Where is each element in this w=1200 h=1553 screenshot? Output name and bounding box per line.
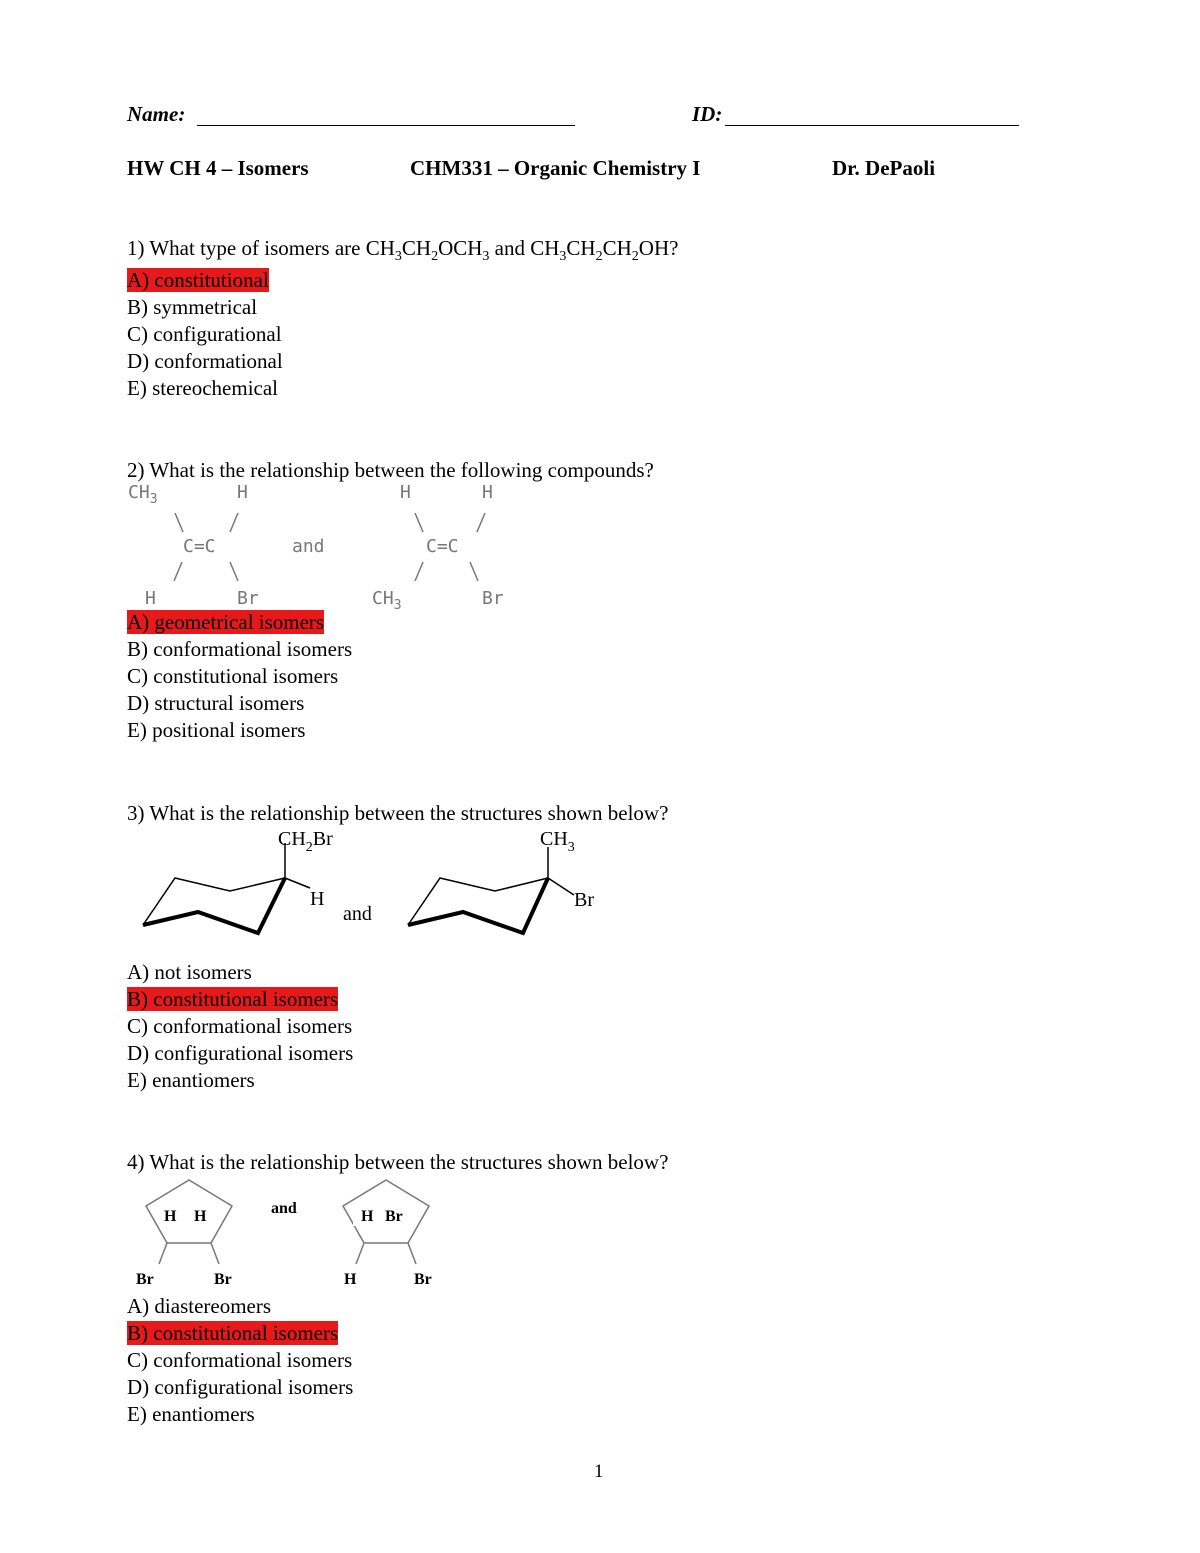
q3-option-d[interactable]: D) configurational isomers (127, 1041, 354, 1065)
q3-option-a[interactable]: A) not isomers (127, 960, 252, 984)
q4-option-b-answer[interactable]: B) constitutional isomers (127, 1321, 339, 1345)
q4-option-d[interactable]: D) configurational isomers (127, 1375, 354, 1399)
id-field-line[interactable] (725, 125, 1019, 126)
bond-line (230, 513, 238, 532)
q4-left-h1: H (164, 1208, 177, 1225)
instructor: Dr. DePaoli (832, 156, 936, 180)
question-3-options (127, 959, 353, 1094)
bond-line (477, 513, 485, 532)
q3-option-c[interactable]: C) conformational isomers (127, 1014, 353, 1038)
q3-option-b-answer[interactable]: B) constitutional isomers (127, 987, 339, 1011)
question-3-text: 3) What is the relationship between the structures shown below? (127, 801, 669, 825)
bond-line (175, 513, 183, 532)
q2-c1-h-top: H (237, 482, 248, 503)
q3-option-e[interactable]: E) enantiomers (127, 1068, 255, 1092)
q4-left-h2: H (194, 1208, 207, 1225)
q2-c2-h-left: H (400, 482, 411, 503)
q2-c1-bond: C=C (183, 536, 216, 557)
q2-c2-bond: C=C (426, 536, 459, 557)
question-4-text: 4) What is the relationship between the structures shown below? (127, 1150, 669, 1174)
q2-option-c[interactable]: C) constitutional isomers (127, 664, 339, 688)
q4-option-e[interactable]: E) enantiomers (127, 1402, 255, 1426)
equatorial-bond (548, 878, 574, 895)
bond-line (230, 562, 238, 581)
name-label: Name: (127, 102, 186, 126)
q4-right-br-out: Br (414, 1271, 432, 1288)
q2-option-e[interactable]: E) positional isomers (127, 718, 306, 742)
page-number: 1 (594, 1461, 604, 1482)
bond-line (174, 562, 182, 581)
question-2-options (127, 609, 352, 744)
question-1-options (127, 267, 283, 402)
course-title: CHM331 – Organic Chemistry I (410, 156, 701, 180)
q2-c2-ch3: $CH_3$ (372, 588, 402, 610)
equatorial-bond (285, 878, 310, 888)
q1-option-a-answer[interactable]: A) constitutional (127, 268, 269, 292)
q3-right-br: Br (574, 889, 594, 911)
q2-c2-br: Br (482, 588, 504, 609)
q3-left-ch2br: $CH_2Br$ (278, 828, 333, 855)
q4-option-c[interactable]: C) conformational isomers (127, 1348, 353, 1372)
q2-option-a-answer[interactable]: A) geometrical isomers (127, 610, 325, 634)
hw-title: HW CH 4 – Isomers (127, 156, 309, 180)
id-label: ID: (692, 102, 723, 126)
q4-option-a[interactable]: A) diastereomers (127, 1294, 272, 1318)
q4-right-h: H (361, 1208, 374, 1225)
q3-right-ch3: $CH_3$ (540, 828, 575, 855)
q4-left-br2: Br (214, 1271, 232, 1288)
name-field-line[interactable] (197, 125, 575, 126)
q4-cyclopentane-figure (128, 1172, 448, 1290)
q2-and: and (292, 536, 325, 557)
q4-right-br: Br (385, 1208, 403, 1225)
q2-option-b[interactable]: B) conformational isomers (127, 637, 353, 661)
q1-option-e[interactable]: E) stereochemical (127, 376, 278, 400)
q3-and: and (343, 903, 372, 925)
q1-option-c[interactable]: C) configurational (127, 322, 282, 346)
question-2-text: 2) What is the relationship between the following compounds? (127, 458, 654, 482)
q2-c1-br: Br (237, 588, 259, 609)
q1-option-b[interactable]: B) symmetrical (127, 295, 258, 319)
q2-c1-h-bottom: H (145, 588, 156, 609)
bond-line (408, 1243, 416, 1264)
q2-alkene-figure (120, 480, 540, 610)
q2-option-d[interactable]: D) structural isomers (127, 691, 305, 715)
q2-c2-h-right: H (482, 482, 493, 503)
q4-left-br1: Br (136, 1271, 154, 1288)
q3-left-h: H (310, 888, 325, 910)
q2-c1-ch3: $CH_3$ (128, 482, 158, 507)
bond-line (159, 1243, 167, 1264)
bond-line (415, 562, 423, 581)
q4-and: and (271, 1200, 297, 1217)
q3-cyclohexane-figure (130, 825, 610, 943)
bond-line (470, 562, 478, 581)
bond-line (415, 513, 423, 532)
bond-line (211, 1243, 219, 1264)
q1-option-d[interactable]: D) conformational (127, 349, 283, 373)
ring-front (143, 878, 285, 933)
q4-right-h-out: H (344, 1271, 357, 1288)
question-4-options (127, 1293, 353, 1428)
question-1-text: 1) What type of isomers are $CH_3CH_2OCH_3$ and $CH_3CH_2CH_2OH$? (127, 236, 679, 265)
bond-line (356, 1243, 364, 1264)
